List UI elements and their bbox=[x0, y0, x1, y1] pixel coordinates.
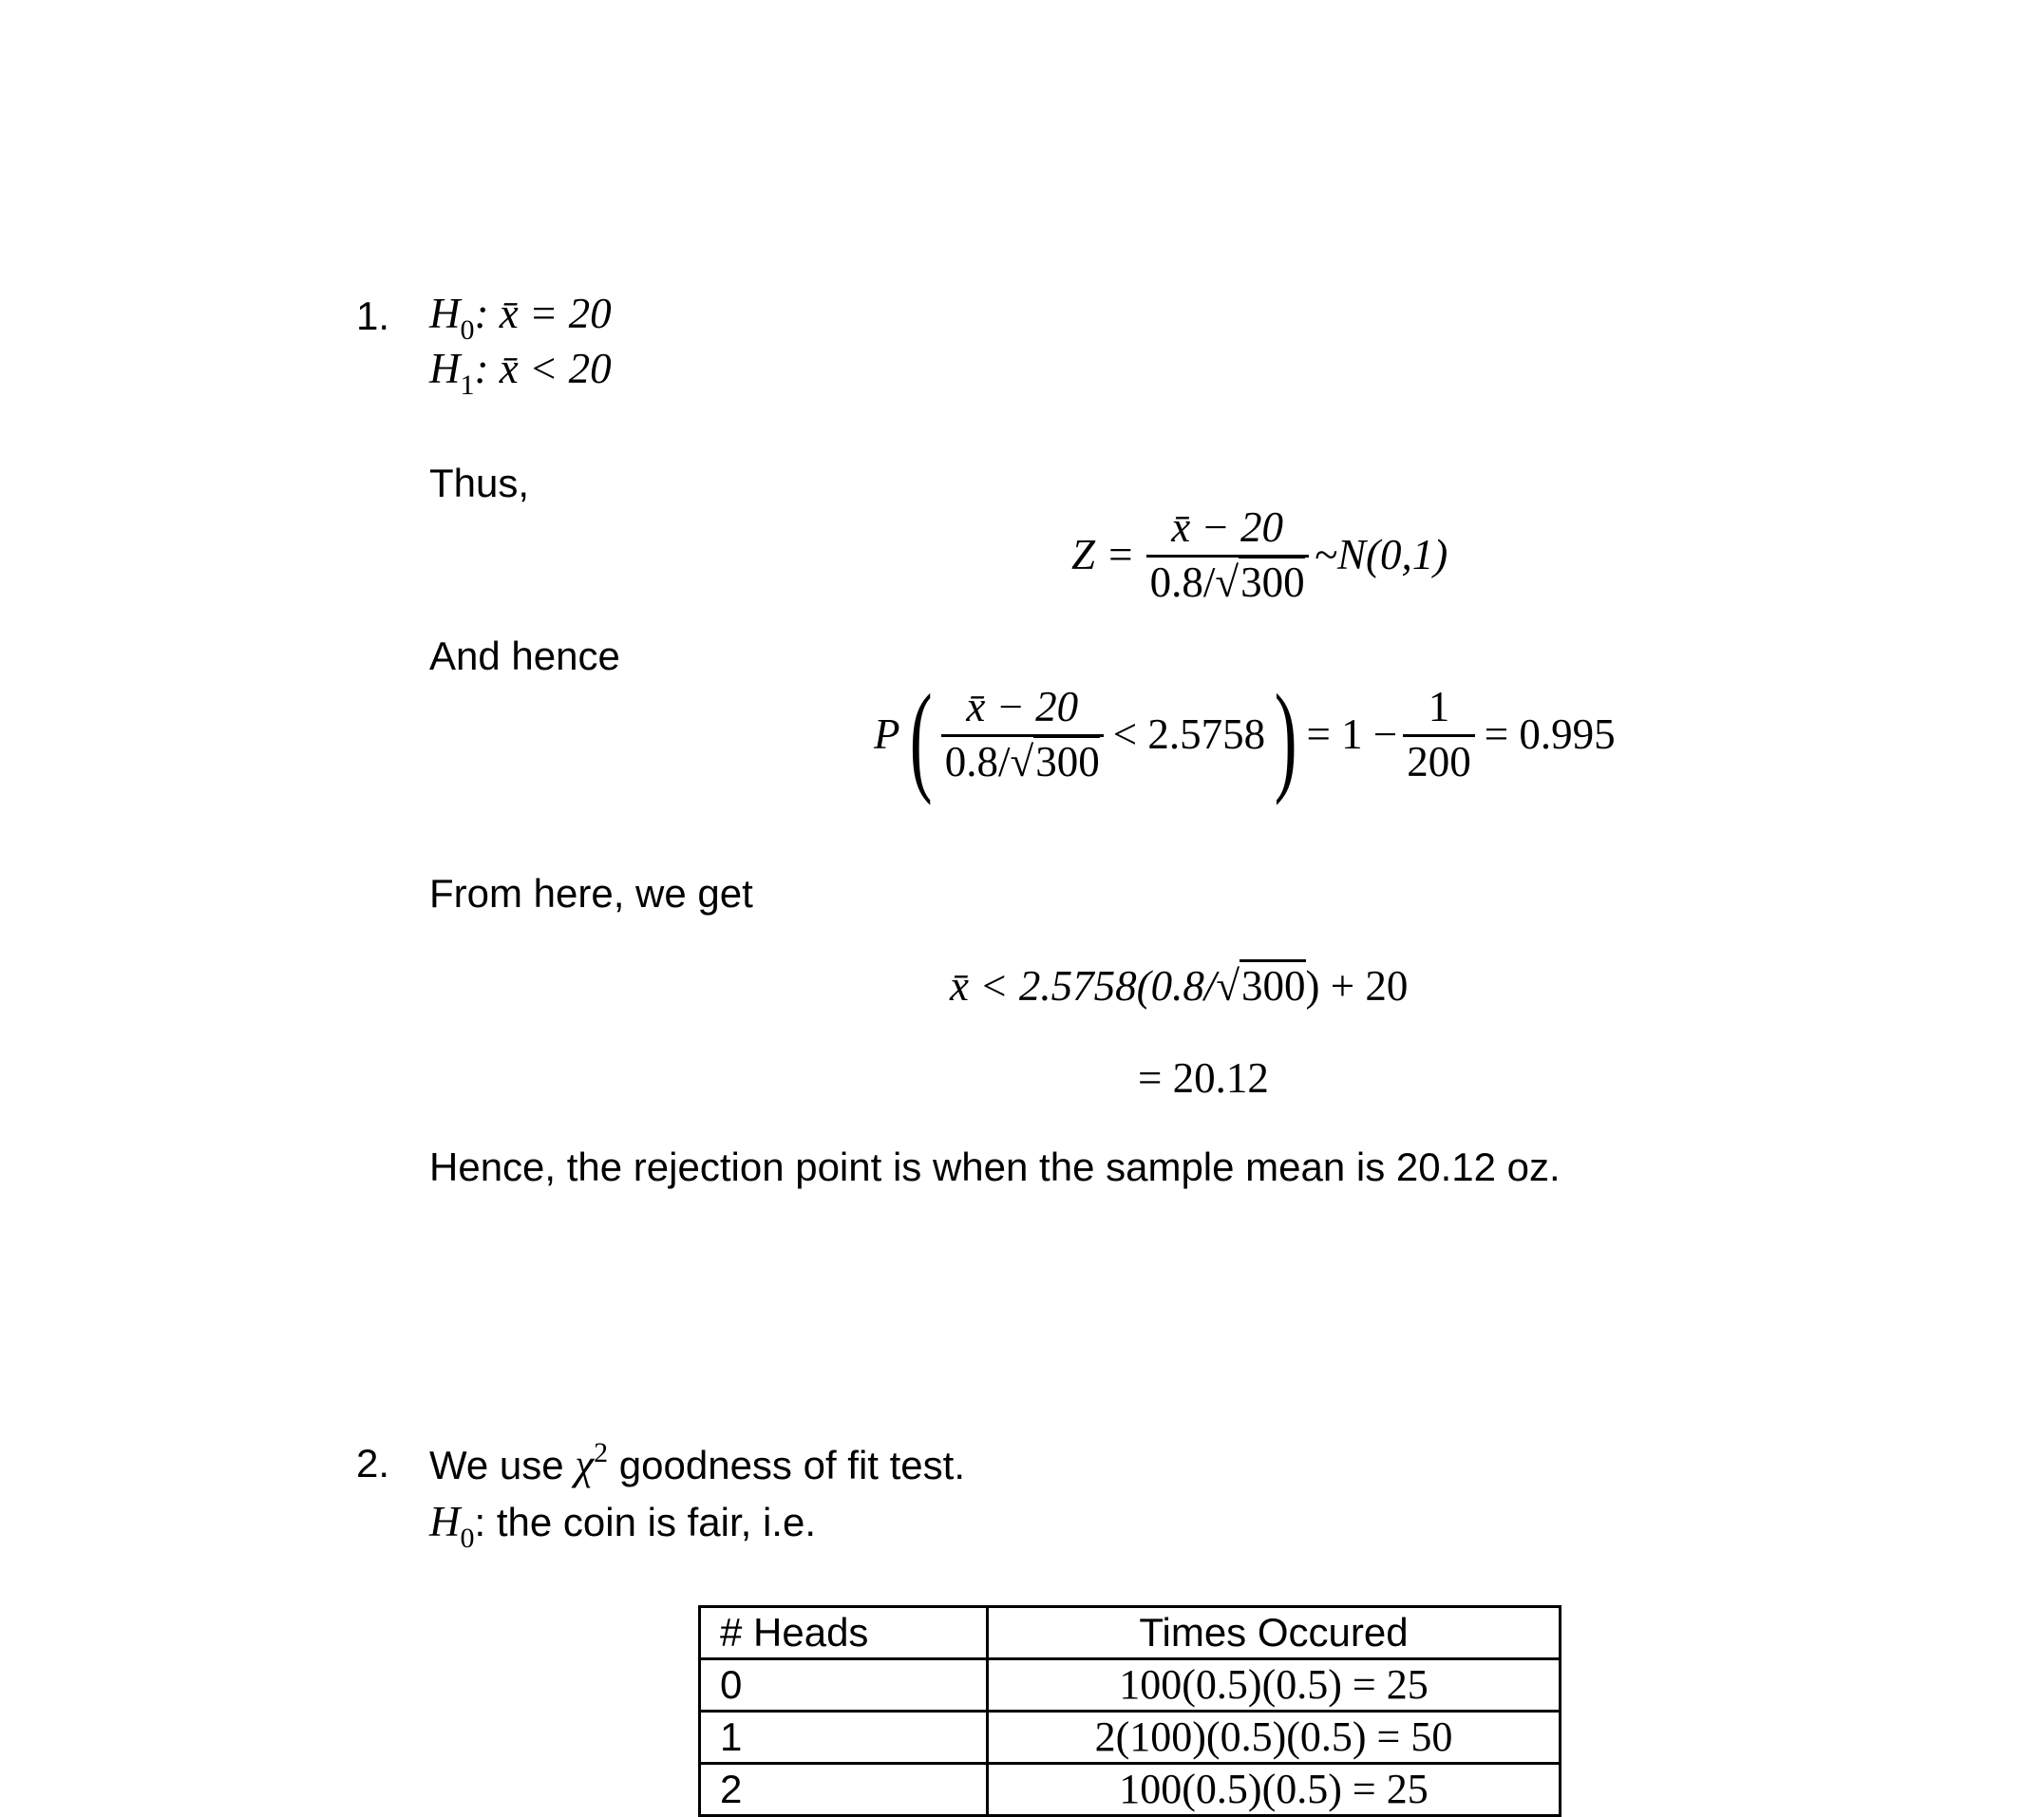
q2-number: 2. bbox=[356, 1441, 390, 1486]
h1-relation: : x̄ < 20 bbox=[474, 345, 612, 392]
right-paren: ) bbox=[1274, 670, 1297, 806]
cell-heads: 2 bbox=[700, 1764, 988, 1816]
p-result: = 0.995 bbox=[1484, 710, 1616, 758]
h1-symbol: H bbox=[429, 345, 461, 392]
chi-symbol: χ bbox=[575, 1441, 595, 1488]
p-fraction bbox=[941, 682, 1104, 785]
left-paren: ( bbox=[909, 670, 933, 806]
z-numerator: x̄ − 20 bbox=[1171, 503, 1284, 551]
xbar-inequality: x̄ < 2.5758(0.8/√300) + 20 bbox=[950, 965, 1408, 1008]
h1-subscript: 1 bbox=[460, 369, 475, 401]
table-header-row bbox=[700, 1607, 1561, 1659]
frac-denominator: 200 bbox=[1403, 734, 1475, 784]
conclusion-text: Hence, the rejection point is when the sample mean is 20.12 oz. bbox=[429, 1145, 1561, 1189]
table-row bbox=[700, 1712, 1561, 1764]
chi-superscript: 2 bbox=[594, 1437, 609, 1468]
h0-subscript: 0 bbox=[460, 314, 475, 346]
z-formula bbox=[1071, 503, 1448, 606]
and-hence-text: And hence bbox=[429, 634, 620, 678]
cell-heads: 1 bbox=[700, 1712, 988, 1764]
p-equals: = 1 − bbox=[1306, 710, 1398, 758]
q1-number: 1. bbox=[356, 293, 390, 338]
q2-h0-symbol: H bbox=[429, 1498, 461, 1545]
cell-times: 100(0.5)(0.5) = 25 bbox=[988, 1764, 1561, 1816]
q2-intro: We use $\chi^2$ goodness of fit test. bbox=[429, 1437, 965, 1488]
p-numerator: x̄ − 20 bbox=[966, 682, 1079, 730]
cell-times: 100(0.5)(0.5) = 25 bbox=[988, 1659, 1561, 1712]
h0-symbol: H bbox=[429, 290, 461, 337]
z-distribution: ~N(0,1) bbox=[1314, 531, 1448, 578]
frac-numerator: 1 bbox=[1428, 682, 1450, 730]
table-row bbox=[700, 1659, 1561, 1712]
q1-alt-hypothesis bbox=[429, 345, 612, 401]
p-label: P bbox=[874, 710, 900, 758]
thus-text: Thus, bbox=[429, 461, 530, 505]
header-heads: # Heads bbox=[700, 1607, 988, 1659]
h0-relation: : x̄ = 20 bbox=[474, 290, 612, 337]
cell-times: 2(100)(0.5)(0.5) = 50 bbox=[988, 1712, 1561, 1764]
p-less-than: < 2.5758 bbox=[1112, 710, 1266, 758]
one-over-200 bbox=[1403, 682, 1475, 785]
probability-formula bbox=[874, 670, 1616, 806]
z-lhs: Z = bbox=[1071, 531, 1135, 578]
cell-heads: 0 bbox=[700, 1659, 988, 1712]
header-times: Times Occured bbox=[988, 1607, 1561, 1659]
q1-null-hypothesis bbox=[429, 290, 612, 346]
q2-null-hypothesis: $H_0$: the coin is fair, i.e. bbox=[429, 1498, 817, 1554]
z-fraction bbox=[1146, 503, 1309, 606]
expected-heads-table bbox=[698, 1605, 1561, 1817]
from-here-text: From here, we get bbox=[429, 871, 753, 916]
p-denominator: 0.8/√300 bbox=[941, 734, 1104, 784]
q2-h0-subscript: 0 bbox=[460, 1523, 475, 1554]
table-row bbox=[700, 1764, 1561, 1816]
z-denominator: 0.8/√300 bbox=[1146, 555, 1309, 604]
xbar-result: = 20.12 bbox=[1138, 1054, 1269, 1102]
